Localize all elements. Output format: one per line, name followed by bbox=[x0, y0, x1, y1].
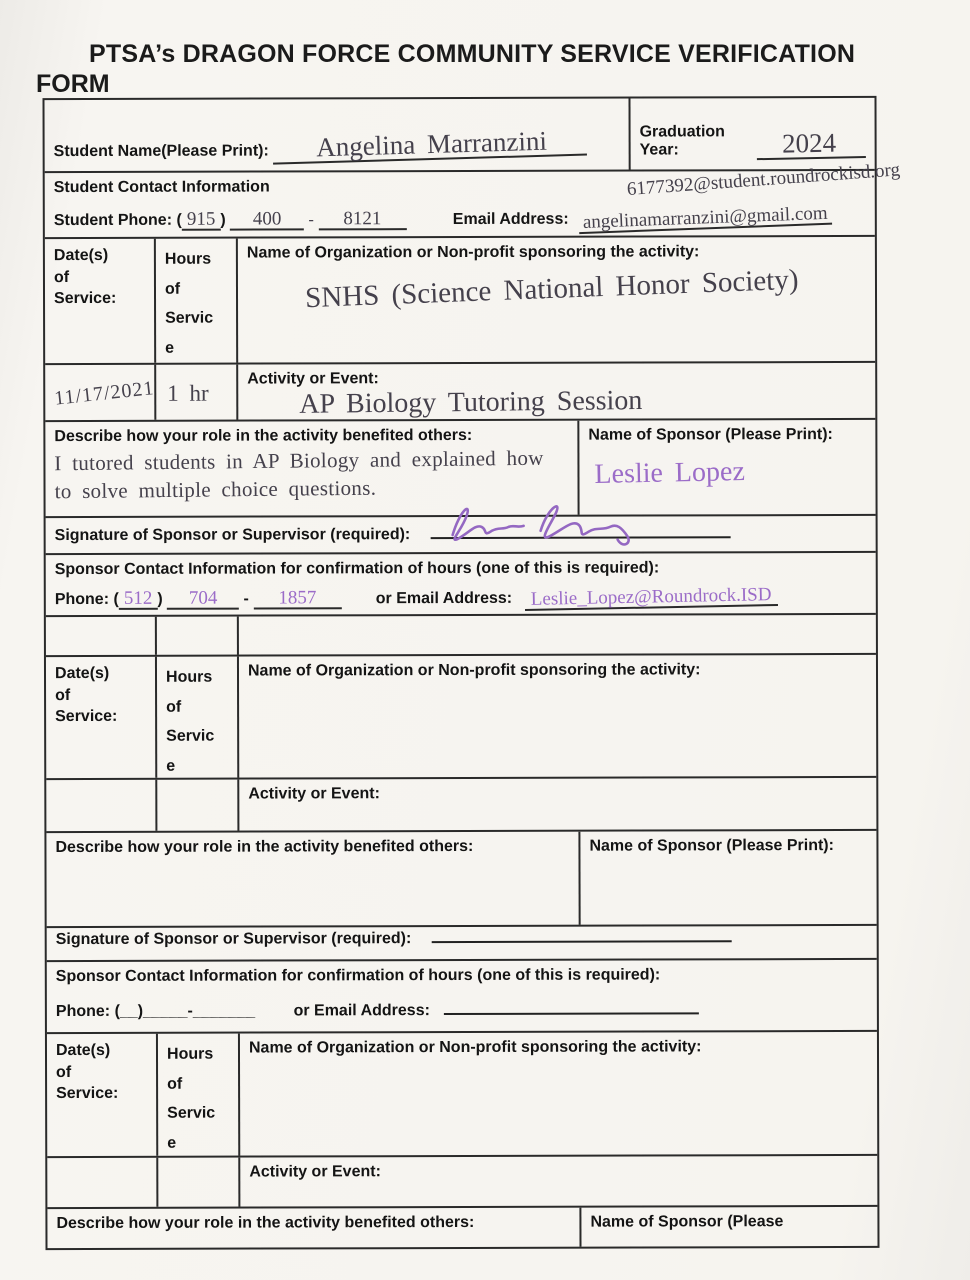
sponsor-signature-scribble bbox=[435, 496, 665, 549]
sponsor-phone-prefix-handwritten: 704 bbox=[167, 589, 239, 610]
sponsor-name-handwritten: Leslie Lopez bbox=[594, 456, 746, 491]
student-name-cell bbox=[44, 99, 630, 172]
sponsor-phone-line bbox=[54, 584, 867, 610]
sponsor-phone-label-2: Phone: bbox=[55, 1002, 111, 1021]
form-title-line1: PTSA’s DRAGON FORCE COMMUNITY SERVICE VERIFICATION bbox=[89, 40, 856, 68]
hours-handwritten: 1 hr bbox=[167, 380, 209, 406]
email-address-label: Email Address: bbox=[452, 210, 569, 229]
description-handwritten: I tutored students in AP Biology and explained how to solve multiple choice questions. bbox=[54, 445, 544, 504]
student-contact-cell bbox=[45, 159, 902, 237]
signature-label: Signature of Sponsor or Supervisor (required): bbox=[54, 526, 411, 545]
organization-label: Name of Organization or Non-profit sponsoring the activity: bbox=[246, 243, 700, 262]
activity-label: Activity or Event: bbox=[247, 370, 379, 388]
student-phone-line bbox=[53, 202, 866, 233]
organization-label-2: Name of Organization or Non-profit sponsoring the activity: bbox=[247, 661, 701, 680]
dates-of-service-label-2: Date(s) of Service: bbox=[54, 664, 118, 726]
student-name-handwritten: Angelina Marranzini bbox=[272, 127, 587, 165]
date-handwritten: 11/17/2021 bbox=[53, 377, 156, 410]
hours-of-service-header-cell-3 bbox=[158, 1034, 240, 1156]
activity-handwritten: AP Biology Tutoring Session bbox=[299, 385, 643, 420]
sponsor-contact-header-2: Sponsor Contact Information for confirmation of hours (one of this is required): bbox=[55, 966, 661, 986]
graduation-year-cell bbox=[630, 98, 874, 170]
spacer-hours-cell bbox=[157, 617, 239, 655]
describe-label-2: Describe how your role in the activity benefited others: bbox=[55, 837, 474, 857]
dates-of-service-header-cell-3 bbox=[47, 1034, 158, 1156]
sponsor-email-blank-line bbox=[444, 998, 699, 1015]
hours-value-cell bbox=[156, 365, 238, 420]
describe-cell-2 bbox=[46, 832, 580, 926]
sponsor-contact-header: Sponsor Contact Information for confirmation of hours (one of this is required): bbox=[54, 559, 660, 579]
signature-cell bbox=[46, 516, 876, 553]
row-entry2-activity bbox=[46, 778, 876, 833]
phone-dash: - bbox=[308, 211, 314, 229]
row-entry1-org bbox=[45, 237, 875, 365]
spacer-date-cell bbox=[46, 617, 157, 655]
graduation-year-handwritten: 2024 bbox=[756, 129, 866, 160]
paren-open-2: ( bbox=[113, 590, 119, 608]
activity-label-2: Activity or Event: bbox=[248, 785, 380, 803]
student-name-label: Student Name(Please Print): bbox=[53, 142, 269, 161]
activity-cell-2 bbox=[239, 778, 876, 831]
paren-close: ) bbox=[220, 211, 226, 229]
row-entry2-sponsor-contact bbox=[47, 960, 877, 1034]
dates-of-service-label-3: Date(s) of Service: bbox=[55, 1041, 119, 1103]
sponsor-name-label: Name of Sponsor (Please Print): bbox=[588, 426, 833, 444]
or-email-label-2: or Email Address: bbox=[293, 1002, 430, 1020]
row-entry3-org bbox=[47, 1032, 877, 1158]
activity-label-3: Activity or Event: bbox=[249, 1163, 381, 1181]
student-phone-label: Student Phone: bbox=[53, 211, 173, 230]
organization-cell-3 bbox=[240, 1032, 877, 1156]
sponsor-phone-line-handwritten: 1857 bbox=[253, 588, 341, 609]
row-student-contact bbox=[45, 159, 902, 239]
hours-of-service-label-3: Hours of Servic e bbox=[166, 1045, 216, 1152]
hours-value-cell-2 bbox=[157, 780, 239, 831]
sponsor-phone-area-handwritten: 512 bbox=[119, 589, 158, 610]
or-email-label: or Email Address: bbox=[375, 589, 513, 608]
row-entry2-signature bbox=[47, 926, 877, 962]
paren-open: ( bbox=[176, 211, 182, 229]
sponsor-name-label-2: Name of Sponsor (Please Print): bbox=[589, 837, 834, 855]
date-value-cell-3 bbox=[47, 1158, 158, 1207]
sponsor-phone-blank: (__)_____-_______ bbox=[114, 1002, 256, 1020]
activity-cell-3 bbox=[240, 1156, 877, 1207]
student-school-email-handwritten: 6177392@student.roundrockisd.org bbox=[626, 159, 902, 201]
sponsor-name-cell-2 bbox=[580, 831, 876, 925]
sponsor-contact-cell bbox=[46, 553, 876, 615]
organization-cell-2 bbox=[239, 655, 876, 778]
paren-close-2: ) bbox=[157, 590, 163, 608]
student-personal-email-handwritten: angelinamarranzini@gmail.com bbox=[579, 204, 833, 234]
sponsor-contact-cell-2 bbox=[47, 960, 877, 1032]
date-value-cell-2 bbox=[46, 780, 157, 831]
organization-handwritten: SNHS (Science National Honor Society) bbox=[304, 263, 800, 315]
signature-line-2 bbox=[432, 928, 732, 943]
hours-of-service-label: Hours of Servic e bbox=[164, 250, 214, 357]
student-contact-header: Student Contact Information bbox=[53, 178, 270, 197]
sponsor-phone-label: Phone: bbox=[54, 590, 110, 609]
dates-of-service-header-cell bbox=[45, 239, 156, 363]
row-entry1-sponsor-contact bbox=[46, 553, 876, 617]
organization-cell bbox=[238, 237, 875, 363]
dates-of-service-label: Date(s) of Service: bbox=[53, 246, 117, 308]
describe-cell-3 bbox=[47, 1208, 581, 1248]
activity-cell bbox=[238, 363, 875, 420]
describe-label: Describe how your role in the activity benefited others: bbox=[54, 426, 473, 446]
form-title-line2: FORM bbox=[36, 70, 110, 98]
phone-dash-2: - bbox=[243, 590, 249, 608]
hours-of-service-header-cell-2 bbox=[157, 657, 239, 778]
row-student-name bbox=[44, 98, 874, 173]
form-table bbox=[42, 96, 902, 1250]
graduation-year-label: Graduation Year: bbox=[639, 123, 725, 159]
sponsor-phone-line-2 bbox=[56, 998, 868, 1021]
student-phone-prefix-handwritten: 400 bbox=[230, 209, 304, 230]
signature-cell-2 bbox=[47, 926, 877, 960]
sponsor-name-label-truncated: Name of Sponsor (Please bbox=[590, 1213, 784, 1231]
dates-of-service-header-cell-2 bbox=[46, 657, 157, 778]
hours-of-service-header-cell bbox=[156, 239, 238, 363]
row-entry2-org bbox=[46, 655, 876, 780]
student-phone-line-handwritten: 8121 bbox=[318, 209, 406, 230]
signature-line bbox=[431, 520, 731, 539]
sponsor-name-cell-3 bbox=[581, 1207, 877, 1247]
row-entry3-describe bbox=[47, 1207, 877, 1248]
row-entry1-activity bbox=[45, 363, 875, 422]
row-entry2-describe bbox=[46, 831, 876, 928]
row-entry1-signature bbox=[46, 516, 876, 555]
row-entry3-activity bbox=[47, 1156, 877, 1209]
spacer-org-cell bbox=[239, 615, 876, 655]
student-phone-area-handwritten: 915 bbox=[182, 210, 221, 231]
signature-label-2: Signature of Sponsor or Supervisor (required): bbox=[55, 930, 412, 949]
organization-label-3: Name of Organization or Non-profit sponsoring the activity: bbox=[248, 1038, 702, 1057]
describe-label-3: Describe how your role in the activity benefited others: bbox=[56, 1213, 475, 1233]
hours-of-service-label-2: Hours of Servic e bbox=[165, 668, 215, 775]
hours-value-cell-3 bbox=[158, 1158, 240, 1207]
sponsor-email-handwritten: Leslie_Lopez@Roundrock.ISD bbox=[524, 585, 777, 611]
row-spacer bbox=[46, 615, 876, 657]
date-value-cell bbox=[45, 365, 156, 420]
